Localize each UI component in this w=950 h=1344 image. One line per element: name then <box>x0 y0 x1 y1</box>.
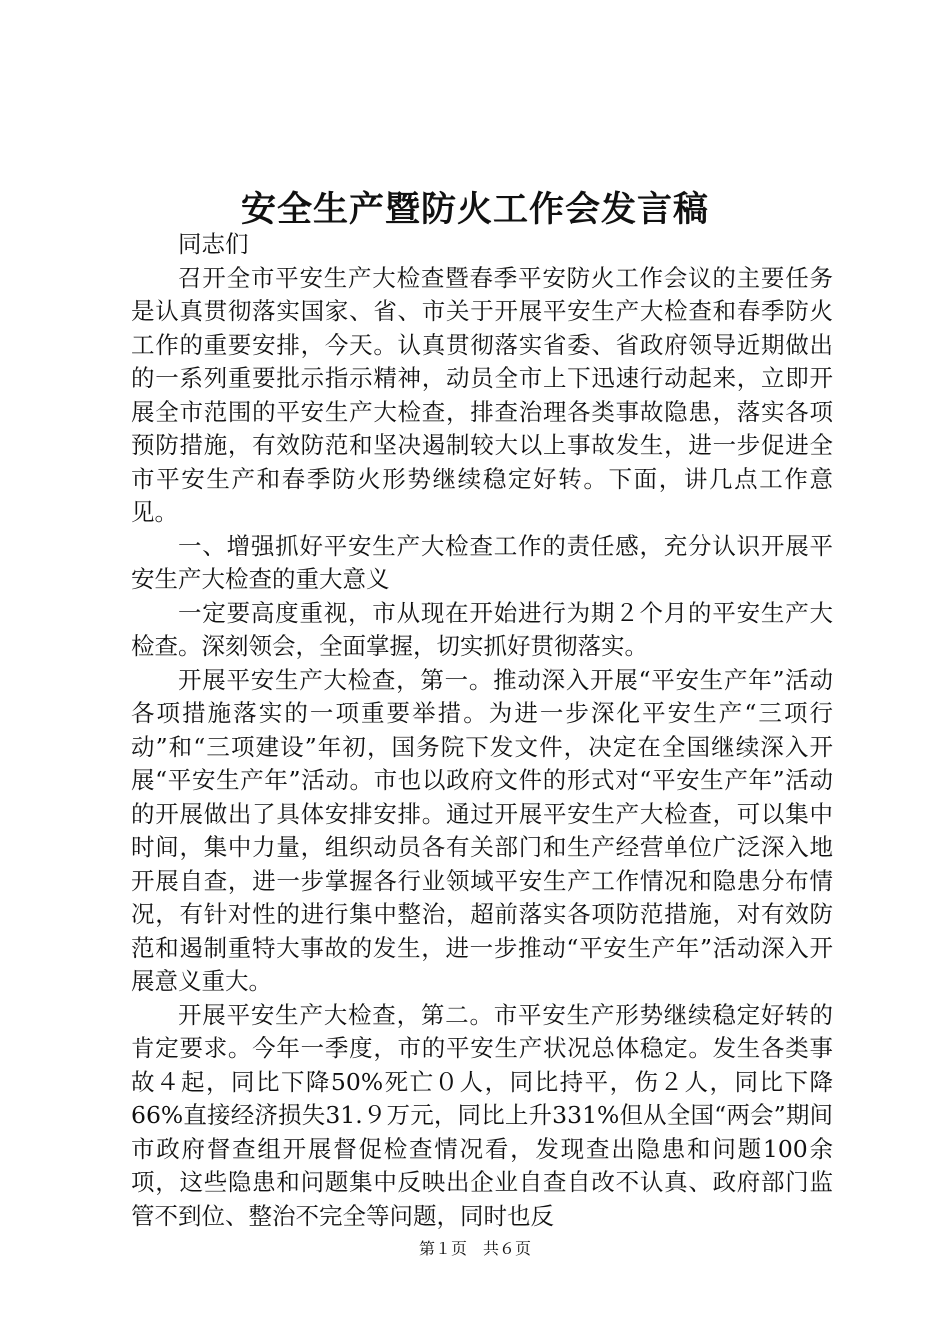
paragraph-3: 开展平安生产大检查，第一。推动深入开展“平安生产年”活动各项措施落实的一项重要举措。为进一步深化平安生产“三项行动”和“三项建设”年初，国务院下发文件，决定在全国继续深入开展“平安生产年”活动。市也以政府文件的形式对“平安生产年”活动的开展做出了具体安排安排。通过开展平安生产大检查，可以集中时间，集中力量，组织动员各有关部门和生产经营单位广泛深入地开展自查，进一步掌握各行业领域平安生产工作情况和隐患分布情况，有针对性的进行集中整治，超前落实各项防范措施，对有效防范和遏制重特大事故的发生，进一步推动“平安生产年”活动深入开展意义重大。 <box>131 665 833 995</box>
paragraph-2: 一定要高度重视，市从现在开始进行为期２个月的平安生产大检查。深刻领会，全面掌握，切实抓好贯彻落实。 <box>131 598 833 660</box>
salutation: 同志们 <box>178 230 249 258</box>
paragraph-1: 召开全市平安生产大检查暨春季平安防火工作会议的主要任务是认真贯彻落实国家、省、市关于开展平安生产大检查和春季防火工作的重要安排，今天。认真贯彻落实省委、省政府领导近期做出的一系列重要批示指示精神，动员全市上下迅速行动起来，立即开展全市范围的平安生产大检查，排查治理各类事故隐患，落实各项预防措施，有效防范和坚决遏制较大以上事故发生，进一步促进全市平安生产和春季防火形势继续稳定好转。下面，讲几点工作意见。 <box>131 263 833 526</box>
document-body <box>131 228 833 1233</box>
document-title: 安全生产暨防火工作会发言稿 <box>240 189 709 230</box>
section-heading-1: 一、增强抓好平安生产大检查工作的责任感，充分认识开展平安生产大检查的重大意义 <box>131 531 833 593</box>
page-number-footer: 第１页 共６页 <box>418 1239 531 1258</box>
paragraph-4: 开展平安生产大检查，第二。市平安生产形势继续稳定好转的肯定要求。今年一季度，市的平安生产状况总体稳定。发生各类事故４起，同比下降50%死亡０人，同比持平，伤２人，同比下降66%直接经济损失31.９万元，同比上升331%但从全国“两会”期间市政府督查组开展督促检查情况看，发现查出隐患和问题100余项，这些隐患和问题集中反映出企业自查自改不认真、政府部门监管不到位、整治不完全等问题，同时也反 <box>131 1000 833 1230</box>
